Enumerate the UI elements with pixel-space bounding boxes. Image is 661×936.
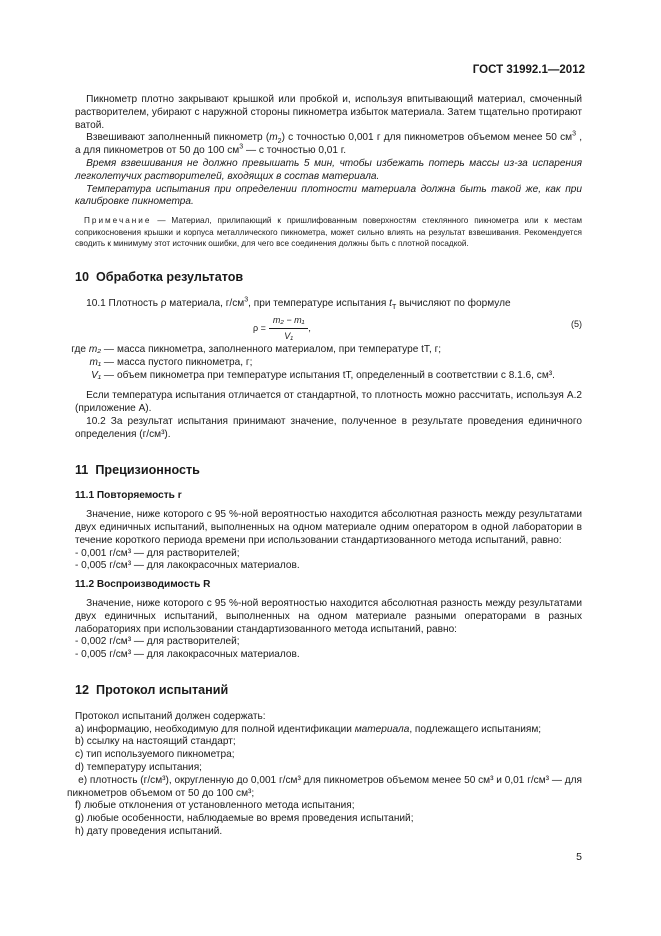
formula-number: (5) xyxy=(571,318,582,329)
document-header: ГОСТ 31992.1—2012 xyxy=(472,64,585,76)
section-10-1-text: 10.1 Плотность ρ материала, $г/см^3$, при температуре испытания $t_Т$ вычисляют по формуле xyxy=(86,296,511,312)
section-11-1-heading: 11.1 Повторяемость r xyxy=(75,490,182,502)
section-11-2-text: Значение, ниже которого с 95 %-ной вероятностью находится абсолютная разность между результатами двух единичных испытаний, выполненных на одном материале разными операторами в разных лабораториях при использовании стандартизованного метода испытаний, равно: xyxy=(75,597,582,635)
definition-row: где m₂ — масса пикнометра, заполненного материалом, при температуре tТ, г; xyxy=(71,343,442,355)
density-formula: ρ = $\frac{\text{m₂ − m₁}}{\text{V₁}}$ , (5) xyxy=(253,314,582,341)
list-item: - 0,001 г/см³ — для растворителей; xyxy=(75,547,240,559)
note-label: Примечание xyxy=(84,216,152,226)
intro-paragraph-3: Время взвешивания не должно превышать 5 мин, чтобы избежать потерь массы из-за испарения легколетучих растворителей, входящих в состав материала. xyxy=(75,157,582,182)
list-item: - 0,005 г/см³ — для лакокрасочных материалов. xyxy=(75,649,300,661)
section-11-2-heading: 11.2 Воспроизводимость R xyxy=(75,579,211,591)
intro-paragraph-1: Пикнометр плотно закрывают крышкой или пробкой и, используя впитывающий материал, смоченный растворителем, убирают с наружной стороны пикнометра избыток материала. Затем тщательно протирают ватой. xyxy=(75,94,582,131)
section-10-heading: 10 Обработка результатов xyxy=(75,270,244,285)
list-item: a) информацию, необходимую для полной идентификации материала, подлежащего испытаниям; xyxy=(75,723,542,735)
section-12-lead: Протокол испытаний должен содержать: xyxy=(75,710,266,722)
section-12-heading: 12 Протокол испытаний xyxy=(75,682,229,697)
list-item: h) дату проведения испытаний. xyxy=(75,825,223,837)
list-item: e) плотность (г/см³), округленную до 0,001 г/см³ для пикнометров объемом менее 50 см³ и 0,01 г/см³ — для пикнометров объемом от 50 до 100 см³; xyxy=(67,774,582,799)
list-item: g) любые особенности, наблюдаемые во время проведения испытаний; xyxy=(75,813,414,825)
formula-numerator: m₂ − m₁ xyxy=(269,314,309,329)
definition-row: m₁ — масса пустого пикнометра, г; xyxy=(89,356,253,368)
note-text: — Материал, прилипающий к пришлифованным поверхностям стеклянного пикнометра или к местам соприкосновения крышки и корпуса металлического пикнометра, может сильно влиять на результат взвешивания. Рекомендуется сводить к минимуму этот источник ошибки, для чего все соединения должны быть с плотной посадкой. xyxy=(75,216,582,248)
formula-lhs: ρ = xyxy=(253,322,266,333)
list-item: - 0,005 г/см³ — для лакокрасочных материалов. xyxy=(75,560,300,572)
section-10-note: Если температура испытания отличается от стандартной, то плотность можно рассчитать, используя А.2 (приложение А). xyxy=(75,390,582,415)
list-item: c) тип используемого пикнометра; xyxy=(75,749,235,761)
list-item: b) ссылку на настоящий стандарт; xyxy=(75,736,236,748)
intro-paragraph-4: Температура испытания при определении плотности материала должна быть такой же, как при калибровке пикнометра. xyxy=(75,183,582,208)
list-item: - 0,002 г/см³ — для растворителей; xyxy=(75,636,240,648)
definition-row: V₁ — объем пикнометра при температуре испытания tТ, определенный в соответствии с 8.1.6, см³. xyxy=(91,369,555,381)
note xyxy=(75,215,582,249)
section-11-heading: 11 Прецизионность xyxy=(75,462,200,477)
formula-denominator: V₁ xyxy=(284,330,294,341)
section-10-2-text: 10.2 За результат испытания принимают значение, полученное в результате проведения единичного определения (г/см³). xyxy=(75,415,582,440)
section-11-1-text: Значение, ниже которого с 95 %-ной вероятностью находится абсолютная разность между результатами двух единичных испытаний, выполненных на одном материале одним оператором в одной лаборатории в течение короткого периода времени при использовании стандартизованного метода испытаний, равно: xyxy=(75,509,582,546)
list-item: d) температуру испытания; xyxy=(75,761,202,773)
intro-paragraph-2: Взвешивают заполненный пикнометр $(m_2)$ с точностью 0,001 г для пикнометров объемом менее 50 $см^3$ , а для пикнометров от 50 до 100 $см^3$ — с точностью 0,01 г. xyxy=(75,131,583,157)
variable-definitions xyxy=(71,344,582,382)
page-number: 5 xyxy=(576,851,582,863)
page-content xyxy=(67,94,583,839)
list-item: f) любые отклонения от установленного метода испытания; xyxy=(75,800,355,812)
